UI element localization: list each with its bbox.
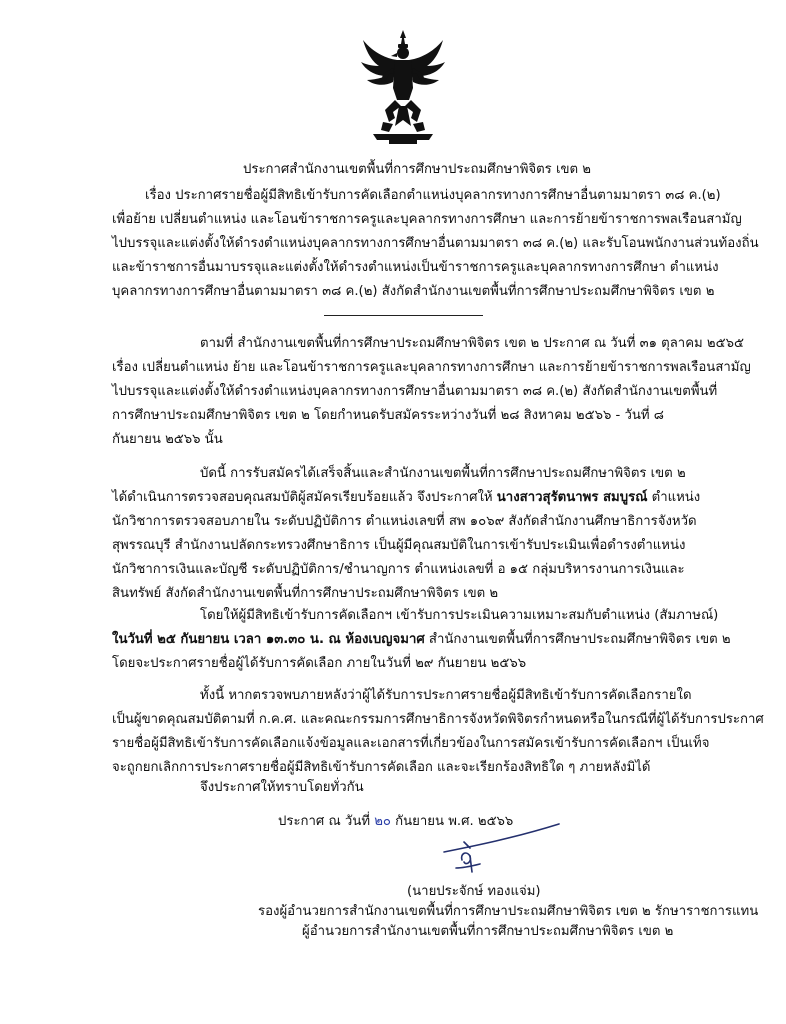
subject-line-1: เรื่อง ประกาศรายชื่อผู้มีสิทธิเข้ารับการคัดเลือกตำแหน่งบุคลากรทางการศึกษาอื่นตามมาตรา ๓๘ ค.(๒) [145,188,721,203]
paragraph1-line-5: กันยายน ๒๕๖๖ นั้น [112,432,223,447]
paragraph4-line-3: รายชื่อผู้มีสิทธิเข้ารับการคัดเลือกแจ้งข้อมูลและเอกสารที่เกี่ยวข้องในการสมัครเข้ารับการคัดเลือกฯ เป็นเท็จ [112,736,710,751]
paragraph3-line-3: โดยจะประกาศรายชื่อผู้ได้รับการคัดเลือก ภายในวันที่ ๒๙ กันยายน ๒๕๖๖ [112,656,527,671]
paragraph1-line-3: ไปบรรจุและแต่งตั้งให้ดำรงตำแหน่งบุคลากรทางการศึกษาอื่นตามมาตรา ๓๘ ค.(๒) สังกัดสำนักงานเขตพื้นที่ [112,384,718,399]
closing-text: จึงประกาศให้ทราบโดยทั่วกัน [200,780,364,795]
paragraph3-line-2 [112,631,731,649]
signature-mark [434,818,564,878]
subject-line-5: บุคลากรทางการศึกษาอื่นตามมาตรา ๓๘ ค.(๒) สังกัดสำนักงานเขตพื้นที่การศึกษาประถมศึกษาพิจิตร เขต ๒ [112,284,715,299]
paragraph1-line-1: ตามที่ สำนักงานเขตพื้นที่การศึกษาประถมศึกษาพิจิตร เขต ๒ ประกาศ ณ วันที่ ๓๑ ตุลาคม ๒๕๖๕ [200,336,744,351]
paragraph4-line-4: จะถูกยกเลิกการประกาศรายชื่อผู้มีสิทธิเข้ารับการคัดเลือก และจะเรียกร้องสิทธิใด ๆ ภายหลังมิได้ [112,760,651,775]
garuda-emblem-icon [359,28,447,146]
paragraph2-line-2-end: ตำแหน่ง [647,490,701,505]
announcement-title: ประกาศสำนักงานเขตพื้นที่การศึกษาประถมศึกษาพิจิตร เขต ๒ [243,162,591,177]
paragraph2-line-4: สุพรรณบุรี สำนักงานปลัดกระทรวงศึกษาธิการ เป็นผู้มีคุณสมบัติในการเข้ารับประเมินเพื่อดำรงตำแหน่ง [112,538,686,553]
paragraph2-line-3: นักวิชาการตรวจสอบภายใน ระดับปฏิบัติการ ตำแหน่งเลขที่ สพ ๑๐๖๙ สังกัดสำนักงานศึกษาธิการจังหวัด [112,514,697,529]
paragraph2-line-1: บัดนี้ การรับสมัครได้เสร็จสิ้นและสำนักงานเขตพื้นที่การศึกษาประถมศึกษาพิจิตร เขต ๒ [200,466,686,481]
divider-line [324,315,483,316]
announce-date-prefix: ประกาศ ณ วันที่ [278,814,375,829]
subject-line-4: และข้าราชการอื่นมาบรรจุและแต่งตั้งให้ดำรงตำแหน่งเป็นข้าราชการครูและบุคลากรทางการศึกษา ตำแหน่ง [112,260,719,275]
signer-name: (นายประจักษ์ ทองแจ่ม) [407,884,541,899]
subject-line-3: ไปบรรจุและแต่งตั้งให้ดำรงตำแหน่งบุคลากรทางการศึกษาอื่นตามมาตรา ๓๘ ค.(๒) และรับโอนพนักงานส่วนท้องถิ่น [112,236,759,251]
signer-title-line-2: ผู้อำนวยการสำนักงานเขตพื้นที่การศึกษาประถมศึกษาพิจิตร เขต ๒ [302,924,674,939]
candidate-name: นางสาวสุรัตนาพร สมบูรณ์ [496,490,648,505]
paragraph3-line-2-end: สำนักงานเขตพื้นที่การศึกษาประถมศึกษาพิจิตร เขต ๒ [424,632,731,647]
announce-date-day: ๒๐ [374,814,391,829]
paragraph1-line-2: เรื่อง เปลี่ยนตำแหน่ง ย้าย และโอนข้าราชการครูและบุคลากรทางการศึกษา และการย้ายข้าราชการพลเรือนสามัญ [112,360,751,375]
paragraph4-line-2: เป็นผู้ขาดคุณสมบัติตามที่ ก.ค.ศ. และคณะกรรมการศึกษาธิการจังหวัดพิจิตรกำหนดหรือในกรณีที่ผู้ได้รับการประกาศ [112,712,764,727]
paragraph2-line-2-text: ได้ดำเนินการตรวจสอบคุณสมบัติผู้สมัครเรียบร้อยแล้ว จึงประกาศให้ [112,490,497,505]
paragraph2-line-6: สินทรัพย์ สังกัดสำนักงานเขตพื้นที่การศึกษาประถมศึกษาพิจิตร เขต ๒ [112,586,499,601]
paragraph1-line-4: การศึกษาประถมศึกษาพิจิตร เขต ๒ โดยกำหนดรับสมัครระหว่างวันที่ ๒๘ สิงหาคม ๒๕๖๖ - วันที่ ๘ [112,408,664,423]
announce-date-suffix: กันยายน พ.ศ. ๒๕๖๖ [390,814,514,829]
paragraph4-line-1: ทั้งนี้ หากตรวจพบภายหลังว่าผู้ได้รับการประกาศรายชื่อผู้มีสิทธิเข้ารับการคัดเลือกรายใด [200,688,692,703]
paragraph2-line-2 [112,489,700,507]
subject-line-2: เพื่อย้าย เปลี่ยนตำแหน่ง และโอนข้าราชการครูและบุคลากรทางการศึกษา และการย้ายข้าราชการพลเรือนสามัญ [112,212,742,227]
paragraph2-line-5: นักวิชาการเงินและบัญชี ระดับปฏิบัติการ/ชำนาญการ ตำแหน่งเลขที่ อ ๑๕ กลุ่มบริหารงานการเงินและ [112,562,685,577]
interview-datetime: ในวันที่ ๒๕ กันยายน เวลา ๑๓.๓๐ น. ณ ห้องเบญจมาศ [112,632,425,647]
paragraph3-line-1: โดยให้ผู้มีสิทธิเข้ารับการคัดเลือกฯ เข้ารับการประเมินความเหมาะสมกับตำแหน่ง (สัมภาษณ์) [200,608,719,623]
signer-title-line-1: รองผู้อำนวยการสำนักงานเขตพื้นที่การศึกษาประถมศึกษาพิจิตร เขต ๒ รักษาราชการแทน [258,904,759,919]
